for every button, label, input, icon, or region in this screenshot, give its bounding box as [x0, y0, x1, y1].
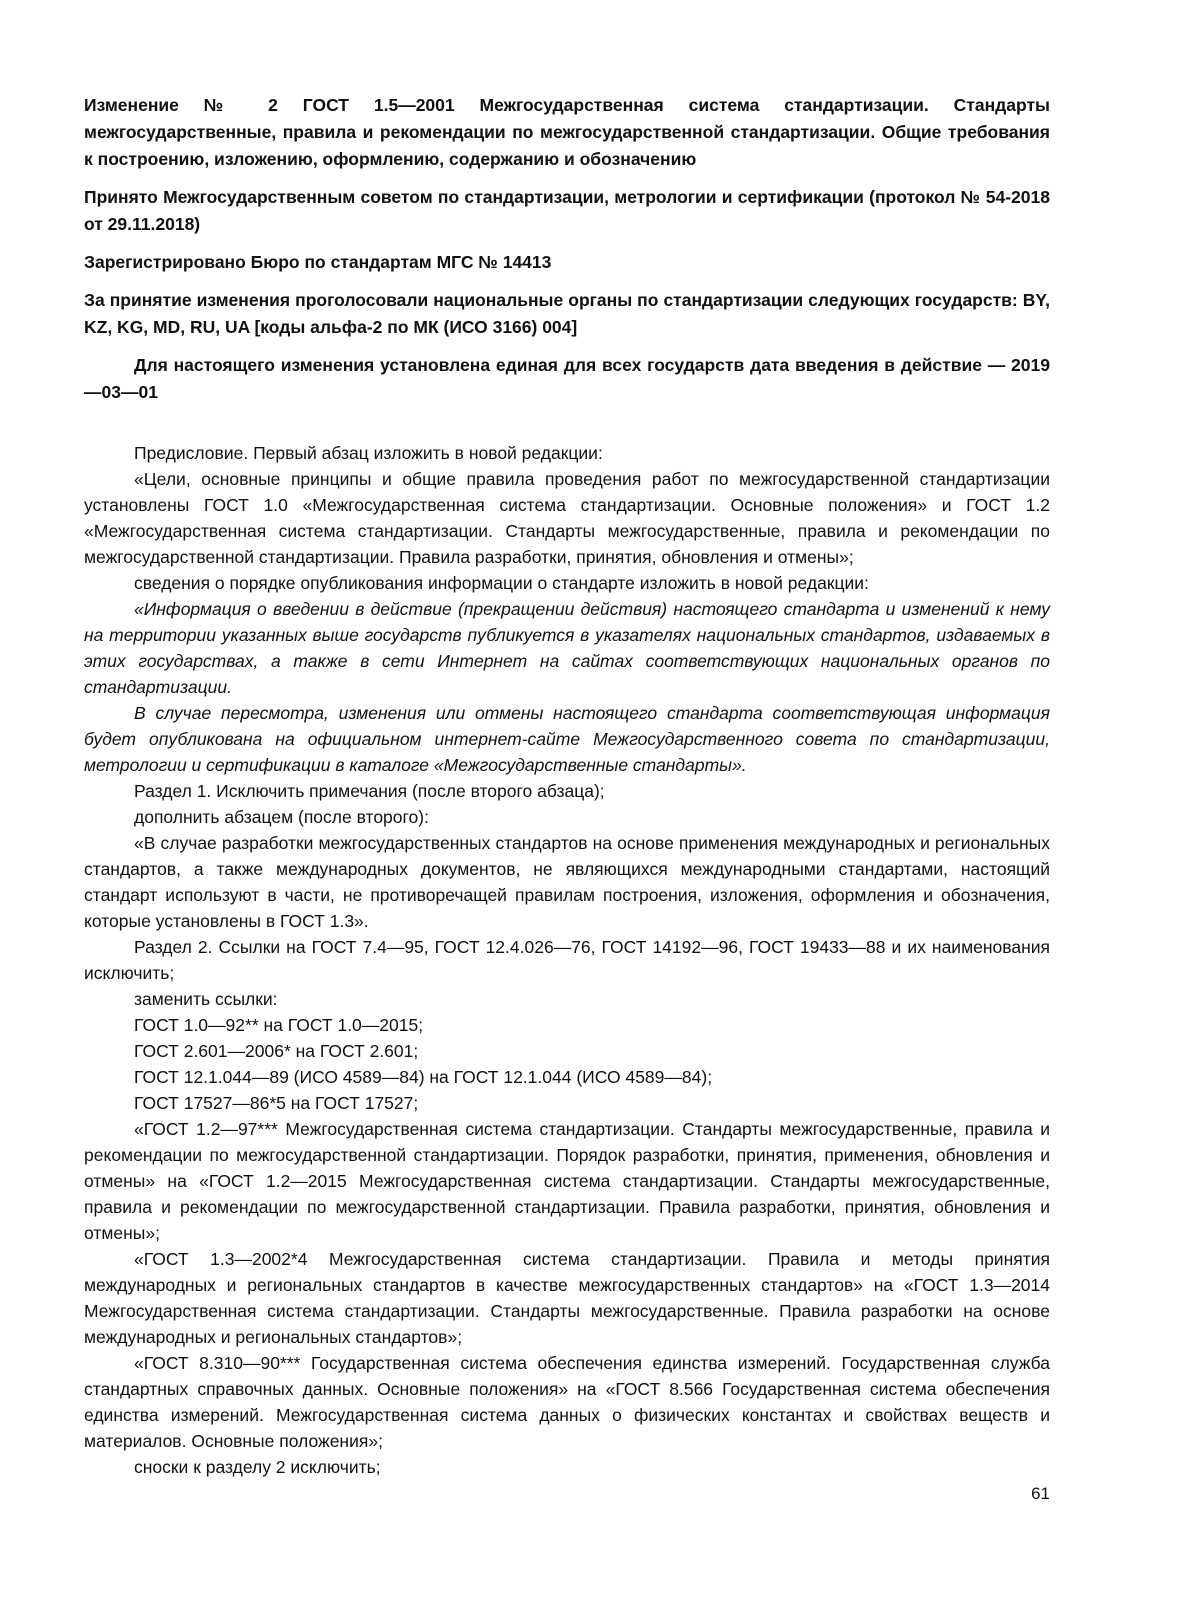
paragraph: заменить ссылки: [134, 989, 278, 1009]
paragraph: «Цели, основные принципы и общие правила проведения работ по межгосударственной стандартизации установлены ГОСТ 1.0 «Межгосударственная система стандартизации. Основные положения» и ГОСТ 1.2 «Межгосударственная система стандартизации. Стандарты межгосударственные, правила и рекомендации по межгосударственной стандартизации. Правила разработки, принятия, обновления и отмены»; [84, 469, 1050, 567]
paragraph: «ГОСТ 8.310—90*** Государственная система обеспечения единства измерений. Государственная служба стандартных справочных данных. Основные положения» на «ГОСТ 8.566 Государственная система обеспечения единства измерений. Межгосударственная система данных о физических константах и свойствах веществ и материалов. Основные положения»; [84, 1353, 1050, 1451]
paragraph: ГОСТ 2.601—2006* на ГОСТ 2.601; [134, 1041, 419, 1061]
page-number: 61 [1031, 1484, 1050, 1503]
paragraph: ГОСТ 12.1.044—89 (ИСО 4589—84) на ГОСТ 12.1.044 (ИСО 4589—84); [134, 1067, 713, 1087]
paragraph: Предисловие. Первый абзац изложить в новой редакции: [134, 443, 603, 463]
paragraph: «Информация о введении в действие (прекращении действия) настоящего стандарта и изменений к нему на территории указанных выше государств публикуется в указателях национальных стандартов, издаваемых в этих государствах, а также в сети Интернет на сайтах соответствующих национальных органов по стандартизации. [84, 599, 1050, 697]
paragraph: сноски к разделу 2 исключить; [134, 1457, 381, 1477]
paragraph: Раздел 2. Ссылки на ГОСТ 7.4—95, ГОСТ 12.4.026—76, ГОСТ 14192—96, ГОСТ 19433—88 и их наименования исключить; [84, 937, 1050, 983]
paragraph: «ГОСТ 1.2—97*** Межгосударственная система стандартизации. Стандарты межгосударственные, правила и рекомендации по межгосударственной стандартизации. Порядок разработки, принятия, применения, обновления и отмены» на «ГОСТ 1.2—2015 Межгосударственная система стандартизации. Стандарты межгосударственные, правила и рекомендации по межгосударственной стандартизации. Правила разработки, принятия, обновления и отмены»; [84, 1119, 1050, 1243]
voting-states: За принятие изменения проголосовали национальные органы по стандартизации следующих государств: BY, KZ, KG, MD, RU, UA [коды альфа-2 по МК (ИСО 3166) 004] [84, 290, 1050, 337]
effective-date: Для настоящего изменения установлена единая для всех государств дата введения в действие — 2019—03—01 [84, 355, 1050, 402]
paragraph: ГОСТ 1.0—92** на ГОСТ 1.0—2015; [134, 1015, 424, 1035]
page-content [84, 92, 1050, 1480]
adopted-by: Принято Межгосударственным советом по стандартизации, метрологии и сертификации (протокол № 54-2018 от 29.11.2018) [84, 187, 1050, 234]
paragraph: сведения о порядке опубликования информации о стандарте изложить в новой редакции: [134, 573, 869, 593]
registration-note: Зарегистрировано Бюро по стандартам МГС № 14413 [84, 252, 552, 272]
amendment-title: Изменение № 2 ГОСТ 1.5—2001 Межгосударственная система стандартизации. Стандарты межгосударственные, правила и рекомендации по межгосударственной стандартизации. Общие требования к построению, изложению, оформлению, содержанию и обозначению [84, 95, 1050, 169]
paragraph: ГОСТ 17527—86*5 на ГОСТ 17527; [134, 1093, 419, 1113]
paragraph: «ГОСТ 1.3—2002*4 Межгосударственная система стандартизации. Правила и методы принятия международных и региональных стандартов в качестве межгосударственных стандартов» на «ГОСТ 1.3—2014 Межгосударственная система стандартизации. Стандарты межгосударственные. Правила разработки на основе международных и региональных стандартов»; [84, 1249, 1050, 1347]
paragraph: дополнить абзацем (после второго): [134, 807, 429, 827]
paragraph: Раздел 1. Исключить примечания (после второго абзаца); [134, 781, 605, 801]
paragraph: «В случае разработки межгосударственных стандартов на основе применения международных и региональных стандартов, а также международных документов, не являющихся международными стандартами, настоящий стандарт используют в части, не противоречащей правилам построения, изложения, оформления и обозначения, которые установлены в ГОСТ 1.3». [84, 833, 1050, 931]
paragraph: В случае пересмотра, изменения или отмены настоящего стандарта соответствующая информация будет опубликована на официальном интернет-сайте Межгосударственного совета по стандартизации, метрологии и сертификации в каталоге «Межгосударственные стандарты». [84, 703, 1050, 775]
amendment-body [84, 440, 1050, 1480]
